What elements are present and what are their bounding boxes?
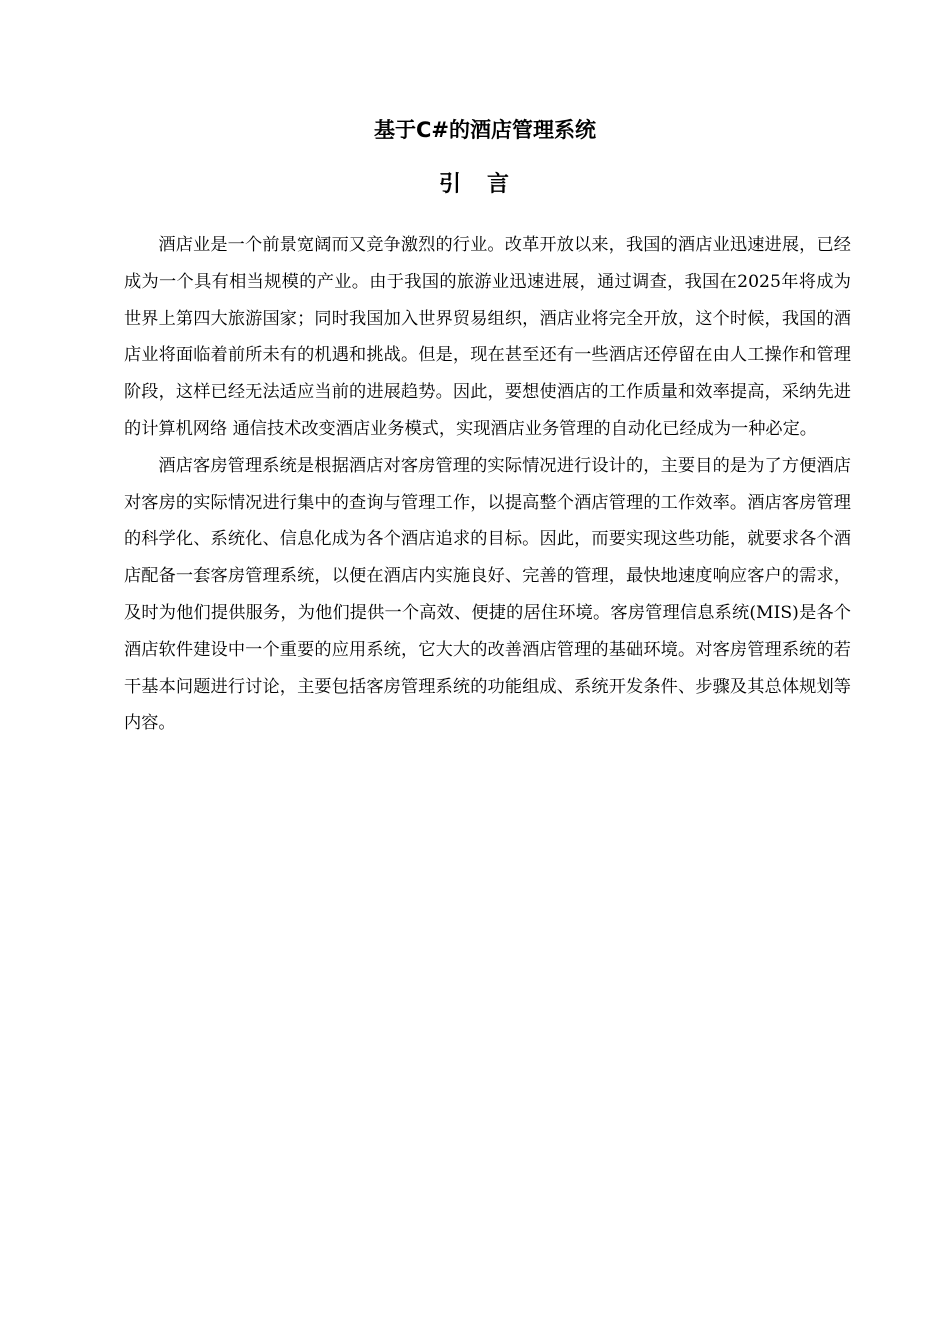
body-text: [124, 227, 851, 742]
paragraph-1: 酒店业是一个前景宽阔而又竞争激烈的行业。改革开放以来，我国的酒店业迅速进展，已经成为一个具有相当规模的产业。由于我国的旅游业迅速进展，通过调查，我国在2025年将成为世界上第四大旅游国家；同时我国加入世界贸易组织，酒店业将完全开放，这个时候，我国的酒店业将面临着前所未有的机遇和挑战。但是，现在甚至还有一些酒店还停留在由人工操作和管理阶段，这样已经无法适应当前的进展趋势。因此，要想使酒店的工作质量和效率提高，采纳先进的计算机网络 通信技术改变酒店业务模式，实现酒店业务管理的自动化已经成为一种必定。: [124, 235, 851, 439]
document-title: 基于C#的酒店管理系统: [373, 118, 596, 142]
paragraph-2: 酒店客房管理系统是根据酒店对客房管理的实际情况进行设计的，主要目的是为了方便酒店对客房的实际情况进行集中的查询与管理工作，以提高整个酒店管理的工作效率。酒店客房管理的科学化、系统化、信息化成为各个酒店追求的目标。因此，而要实现这些功能，就要求各个酒店配备一套客房管理系统，以便在酒店内实施良好、完善的管理，最快地速度响应客户的需求，及时为他们提供服务，为他们提供一个高效、便捷的居住环境。客房管理信息系统(MIS)是各个酒店软件建设中一个重要的应用系统，它大大的改善酒店管理的基础环境。对客房管理系统的若干基本问题进行讨论，主要包括客房管理系统的功能组成、系统开发条件、步骤及其总体规划等内容。: [124, 455, 851, 734]
section-heading: 引言: [438, 172, 535, 197]
